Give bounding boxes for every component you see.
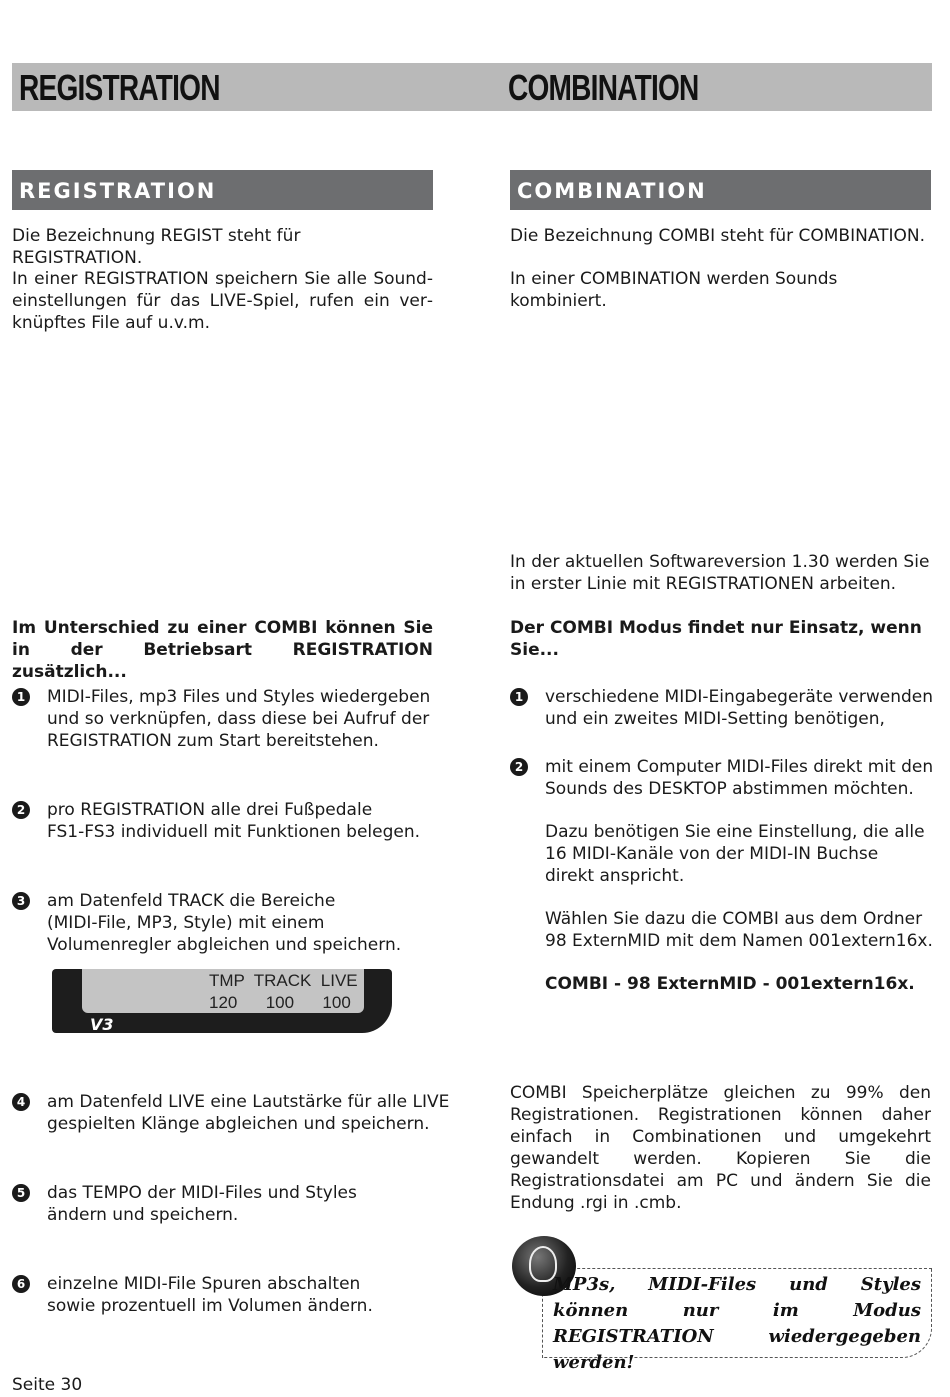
- item-line: mit einem Computer MIDI-Files direkt mit den: [545, 757, 934, 777]
- item-line: einzelne MIDI-File Spuren abschalten: [47, 1274, 361, 1294]
- registration-intro-1: Die Bezeichnung REGIST steht für REGISTRATION.: [12, 226, 301, 268]
- v3-logo: V3: [90, 1015, 114, 1034]
- item-line: (MIDI-File, MP3, Style) mit einem: [47, 913, 325, 933]
- item-line: FS1-FS3 individuell mit Funktionen belegen.: [47, 822, 421, 842]
- compat-note: COMBI Speicherplätze gleichen zu 99% den Registrationen. Registrationen können daher einfach in Combinationen und umgekehrt gewandelt werden. Kopieren Sie die Registrationsdatei am PC und ändern Sie die Endung .rgi in .cmb.: [510, 1083, 931, 1213]
- item-line: Sounds des DESKTOP abstimmen möchten.: [545, 779, 914, 799]
- detail-line: Dazu benötigen Sie eine Einstellung, die alle: [545, 822, 925, 842]
- section-title-registration: REGISTRATION: [12, 170, 433, 210]
- header-bar: [12, 63, 932, 111]
- detail-line: 16 MIDI-Kanäle von der MIDI-IN Buchse: [545, 844, 879, 864]
- detail-line: direkt anspricht.: [545, 866, 685, 886]
- item-line: pro REGISTRATION alle drei Fußpedale: [47, 800, 373, 820]
- detail-line: 98 ExternMID mit dem Namen 001extern16x.: [545, 931, 933, 951]
- item-line: und so verknüpfen, dass diese bei Aufruf der: [47, 709, 430, 729]
- item-line: verschiedene MIDI-Eingabegeräte verwenden: [545, 687, 934, 707]
- lcd-screen: [82, 969, 364, 1013]
- section-title-combination: COMBINATION: [510, 170, 931, 210]
- page-number: Seite 30: [12, 1375, 83, 1395]
- combi-path: COMBI - 98 ExternMID - 001extern16x.: [545, 974, 915, 994]
- lcd-values: 120 100 100: [209, 993, 351, 1012]
- number-badge: 1: [12, 688, 30, 706]
- item-line: REGISTRATION zum Start bereitstehen.: [47, 731, 379, 751]
- item-line: am Datenfeld LIVE eine Lautstärke für alle LIVE: [47, 1092, 450, 1112]
- registration-intro-2: In einer REGISTRATION speichern Sie alle Soundeinstellungen für das LIVE-Spiel, rufen ein verknüpftes File auf u.v.m.: [12, 269, 433, 333]
- item-line: gespielten Klänge abgleichen und speichern.: [47, 1114, 430, 1134]
- number-badge: 3: [12, 892, 30, 910]
- combination-intro-1: Die Bezeichnung COMBI steht für COMBINATION.: [510, 226, 926, 246]
- number-badge: 2: [510, 758, 528, 776]
- version-note: In der aktuellen Softwareversion 1.30 werden Sie in erster Linie mit REGISTRATIONEN arbeiten.: [510, 552, 930, 594]
- number-badge: 5: [12, 1184, 30, 1202]
- tip-text: MP3s, MIDI-Files und Styles können nur im Modus REGISTRATION wiedergegeben werden!: [553, 1274, 921, 1373]
- item-line: das TEMPO der MIDI-Files und Styles: [47, 1183, 357, 1203]
- number-badge: 1: [510, 688, 528, 706]
- detail-line: Wählen Sie dazu die COMBI aus dem Ordner: [545, 909, 923, 929]
- item-line: am Datenfeld TRACK die Bereiche: [47, 891, 336, 911]
- header-title-registration: REGISTRATION: [19, 67, 220, 108]
- header-title-combination: COMBINATION: [508, 67, 699, 108]
- number-badge: 2: [12, 801, 30, 819]
- item-line: ändern und speichern.: [47, 1205, 239, 1225]
- lcd-labels: TMP TRACK LIVE: [209, 971, 358, 990]
- item-line: Volumenregler abgleichen und speichern.: [47, 935, 402, 955]
- combination-lead: Der COMBI Modus findet nur Einsatz, wenn Sie...: [510, 618, 922, 660]
- registration-lead: Im Unterschied zu einer COMBI können Sie in der Betriebsart REGISTRATION zusätzlich...: [12, 618, 433, 682]
- item-line: MIDI-Files, mp3 Files und Styles wiedergeben: [47, 687, 431, 707]
- item-line: sowie prozentuell im Volumen ändern.: [47, 1296, 373, 1316]
- combination-intro-2: In einer COMBINATION werden Sounds kombiniert.: [510, 269, 838, 311]
- combination-detail-1: [545, 821, 925, 887]
- item-line: und ein zweites MIDI-Setting benötigen,: [545, 709, 885, 729]
- combination-detail-2: [545, 908, 933, 952]
- number-badge: 6: [12, 1275, 30, 1293]
- number-badge: 4: [12, 1093, 30, 1111]
- lcd-display: [52, 969, 392, 1033]
